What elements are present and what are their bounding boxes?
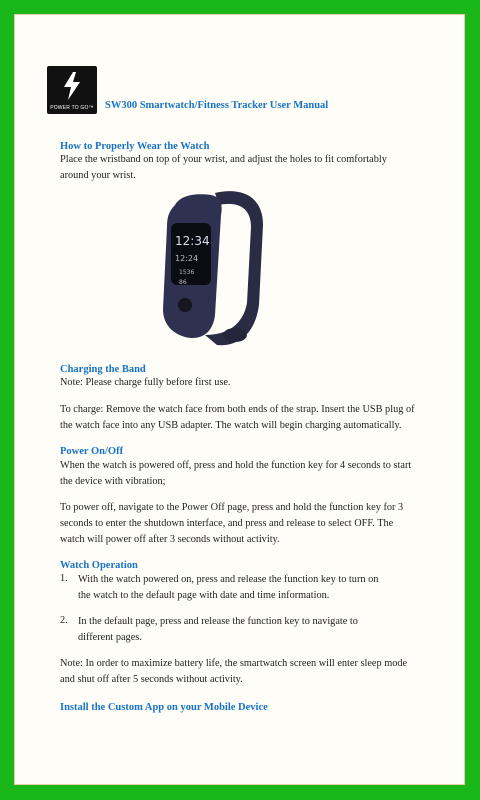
watch-time-small: 12:24 [175, 254, 199, 263]
operation-item1-line2: the watch to the default page with date and time information. [78, 590, 330, 601]
watch-heart-rate: 86 [179, 279, 187, 286]
charging-note: Note: Please charge fully before first use. [60, 377, 231, 388]
logo-caption: POWER TO GO™ [50, 105, 94, 111]
wear-text-line2: around your wrist. [60, 170, 136, 181]
charging-text-line2: the watch face into any USB adapter. The watch will begin charging automatically. [60, 420, 402, 431]
watch-time-large: 12:34 [175, 234, 210, 248]
charging-text-line1: To charge: Remove the watch face from both ends of the strap. Insert the USB plug of [60, 404, 415, 415]
operation-item1-line1: With the watch powered on, press and release the function key to turn on [78, 574, 379, 585]
power-off-line2: seconds to enter the shutdown interface, and press and release to select OFF. The [60, 518, 394, 529]
power-on-line2: the device with vibration; [60, 476, 166, 487]
power-off-line1: To power off, navigate to the Power Off page, press and hold the function key for 3 [60, 502, 404, 513]
operation-item2-line2: different pages. [78, 632, 142, 643]
power-on-line1: When the watch is powered off, press and hold the function key for 4 seconds to start [60, 460, 412, 471]
watch-steps: 1536 [179, 269, 195, 276]
list-number-1: 1. [60, 573, 68, 584]
section-heading-power: Power On/Off [60, 446, 124, 457]
power-off-line3: watch will power off after 3 seconds without activity. [60, 534, 280, 545]
section-heading-charging: Charging the Band [60, 364, 146, 375]
lightning-bolt-icon [62, 72, 82, 100]
operation-item2-line1: In the default page, press and release the function key to navigate to [78, 616, 358, 627]
operation-note-line1: Note: In order to maximize battery life, the smartwatch screen will enter sleep mode [60, 658, 408, 669]
section-heading-operation: Watch Operation [60, 560, 138, 571]
section-heading-wear: How to Properly Wear the Watch [60, 141, 210, 152]
wear-text-line1: Place the wristband on top of your wrist, and adjust the holes to fit comfortably [60, 154, 387, 165]
fitness-band-image [155, 185, 285, 355]
brand-logo [47, 66, 97, 114]
list-number-2: 2. [60, 615, 68, 626]
section-heading-app: Install the Custom App on your Mobile Device [60, 702, 268, 713]
operation-note-line2: and shut off after 5 seconds without activity. [60, 674, 243, 685]
document-title: SW300 Smartwatch/Fitness Tracker User Manual [105, 100, 329, 111]
